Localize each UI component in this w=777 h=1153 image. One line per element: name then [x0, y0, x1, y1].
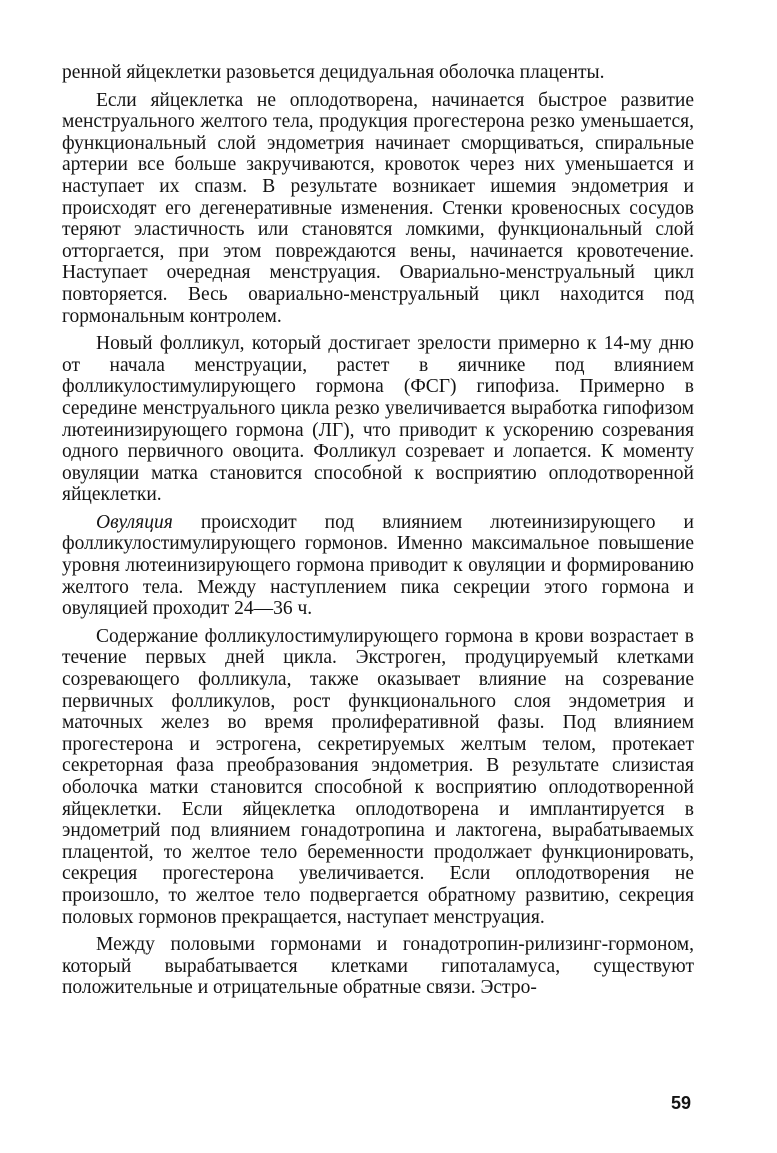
paragraph-ovulation-body: происходит под влиянием лютеинизирующего и фолликулостимулирующего гормонов. Именно максимальное повышение уровня лютеинизирующего гормона приводит к овуляции и формированию желтого тела. Между наступлением пика секреции этого гормона и овуляцией проходит 24—36 ч.: [62, 511, 694, 620]
paragraph-feedback: Между половыми гормонами и гонадотропин-рилизинг-гормоном, который вырабатывается клетками гипоталамуса, существуют положительные и отрицательные обратные связи. Эстро-: [62, 934, 694, 999]
term-ovulation: Овуляция: [96, 511, 173, 533]
paragraph-continued: ренной яйцеклетки разовьется децидуальная оболочка плаценты.: [62, 62, 605, 83]
paragraph-hormones: Содержание фолликулостимулирующего гормона в крови возрастает в течение первых дней цикла. Экстроген, продуцируемый клетками созревающего фолликула, также оказывает влияние на созревание первичных фолликулов, рост функционального слоя эндометрия и маточных желез во время пролиферативной фазы. Под влиянием прогестерона и эстрогена, секретируемых желтым телом, протекает секреторная фаза преобразования эндометрия. В результате слизистая оболочка матки становится способной к восприятию оплодотворенной яйцеклетки. Если яйцеклетка оплодотворена и имплантируется в эндометрий под влиянием гонадотропина и лактогена, вырабатываемых плацентой, то желтое тело беременности продолжает функционировать, секреция прогестерона увеличивается. Если оплодотворения не произошло, то желтое тело подвергается обратному развитию, секреция половых гормонов прекращается, наступает менструация.: [62, 625, 694, 928]
page-body: [62, 62, 694, 1005]
paragraph-menstruation: Если яйцеклетка не оплодотворена, начинается быстрое развитие менструального желтого тела, продукция прогестерона резко уменьшается, функциональный слой эндометрия начинает сморщиваться, спиральные артерии все больше закручиваются, кровоток через них уменьшается и наступает их спазм. В результате возникает ишемия эндометрия и происходят его дегенеративные изменения. Стенки кровеносных сосудов теряют эластичность или становятся ломкими, функциональный слой отторгается, при этом повреждаются вены, начинается кровотечение. Наступает очередная менструация. Овариально-менструальный цикл повторяется. Весь овариально-менструальный цикл находится под гормональным контролем.: [62, 89, 694, 327]
paragraph-follicle: Новый фолликул, который достигает зрелости примерно к 14-му дню от начала менструации, растет в яичнике под влиянием фолликулостимулирующего гормона (ФСГ) гипофиза. Примерно в середине менструального цикла резко увеличивается выработка гипофизом лютеинизирующего гормона (ЛГ), что приводит к ускорению созревания одного первичного овоцита. Фолликул созревает и лопается. К моменту овуляции матка становится способной к восприятию оплодотворенной яйцеклетки.: [62, 333, 694, 506]
paragraph-ovulation: [62, 512, 694, 620]
page-number: 59: [670, 1093, 691, 1113]
